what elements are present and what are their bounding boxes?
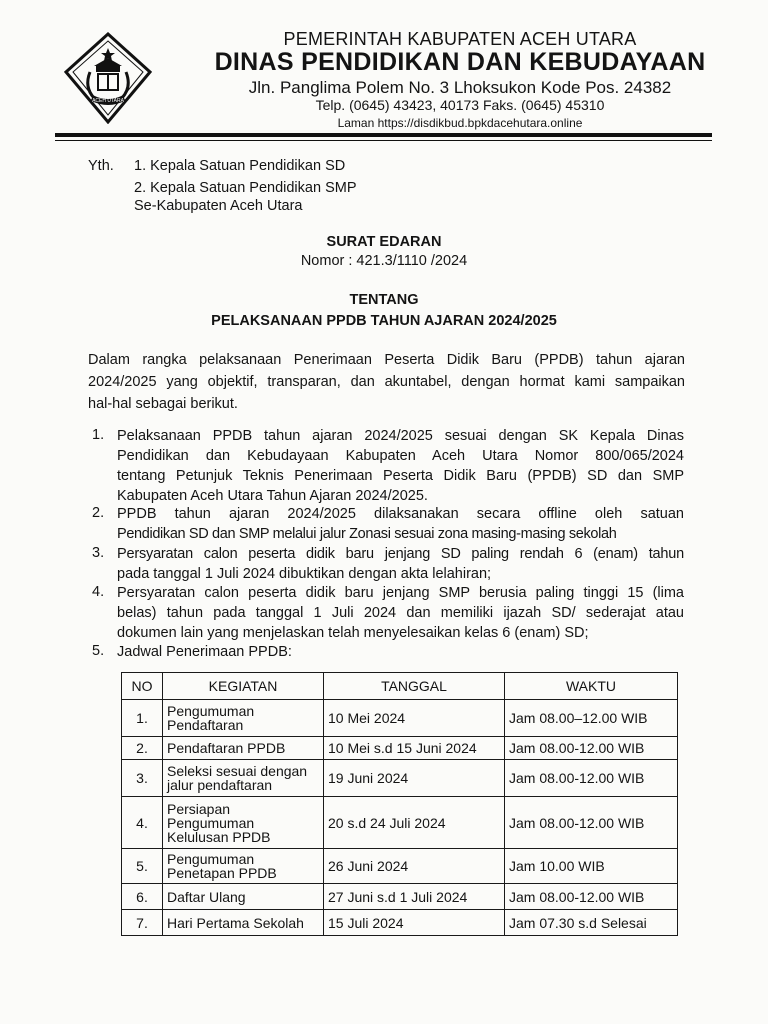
point-line: Pelaksanaan PPDB tahun ajaran 2024/2025 sesuai dengan SK Kepala Dinas: [117, 428, 684, 444]
cell-tanggal: 26 Juni 2024: [324, 849, 505, 884]
recipient-salutation: Yth.: [88, 158, 114, 174]
point-line: Pendidikan SD dan SMP melalui jalur Zonasi sesuai zona masing-masing sekolah: [117, 526, 617, 542]
table-row: [122, 700, 678, 737]
letterhead-phone: Telp. (0645) 43423, 40173 Faks. (0645) 45310: [315, 97, 605, 113]
letterhead-address: Jln. Panglima Polem No. 3 Lhoksukon Kode Pos. 24382: [248, 78, 672, 97]
cell-tanggal: 19 Juni 2024: [324, 760, 505, 797]
point-line: belas) tahun pada tanggal 1 Juli 2024 dan memiliki ijazah SD/ sederajat atau: [117, 605, 684, 621]
cell-kegiatan-line: Persiapan: [167, 800, 231, 817]
cell-no: 7.: [122, 910, 163, 936]
table-row: [122, 737, 678, 760]
point-number: 1.: [92, 427, 105, 443]
cell-kegiatan-line: Pendaftaran: [167, 717, 244, 733]
table-row: [122, 849, 678, 884]
point-text: [117, 426, 684, 506]
cell-no: 4.: [122, 797, 163, 849]
cell-kegiatan: [163, 700, 324, 737]
table-row: [122, 910, 678, 936]
cell-kegiatan-line: Penetapan PPDB: [167, 865, 277, 881]
cell-tanggal: 10 Mei s.d 15 Juni 2024: [324, 737, 505, 760]
logo-text: ACEH UTARA: [92, 98, 124, 104]
letter-subject: PELAKSANAAN PPDB TAHUN AJARAN 2024/2025: [211, 313, 557, 329]
point-line: Kabupaten Aceh Utara Tahun Ajaran 2024/2025.: [117, 488, 428, 504]
point-line: Persyaratan calon peserta didik baru jenjang SD paling rendah 6 (enam) tahun: [117, 546, 684, 562]
letterhead-website: Laman https://disdikbud.bpkdacehutara.online: [337, 116, 583, 130]
letterhead-department: DINAS PENDIDIKAN DAN KEBUDAYAAN: [214, 48, 706, 76]
cell-waktu: Jam 08.00-12.00 WIB: [505, 884, 678, 910]
column-header-no: NO: [122, 673, 163, 700]
cell-tanggal: 10 Mei 2024: [324, 700, 505, 737]
point-text: [117, 642, 684, 662]
point-text: [117, 544, 684, 584]
point-number: 3.: [92, 545, 105, 561]
cell-no: 3.: [122, 760, 163, 797]
point-number: 2.: [92, 505, 105, 521]
cell-kegiatan-line: Kelulusan PPDB: [167, 828, 271, 845]
cell-kegiatan: Pendaftaran PPDB: [163, 737, 324, 760]
cell-waktu: Jam 08.00-12.00 WIB: [505, 797, 678, 849]
point-text: [117, 504, 684, 544]
letterhead-divider-thin: [55, 140, 712, 141]
cell-kegiatan: Hari Pertama Sekolah: [163, 910, 324, 936]
cell-no: 1.: [122, 700, 163, 737]
letterhead-government: PEMERINTAH KABUPATEN ACEH UTARA: [283, 29, 637, 49]
aceh-utara-emblem-logo: [64, 32, 152, 124]
cell-kegiatan: [163, 760, 324, 797]
table-header-row: [122, 673, 678, 700]
point-number: 5.: [92, 643, 105, 659]
cell-kegiatan-line: Pengumuman: [167, 703, 255, 719]
cell-no: 2.: [122, 737, 163, 760]
letterhead-divider-thick: [55, 133, 712, 137]
intro-line: 2024/2025 yang objektif, transparan, dan akuntabel, dengan hormat kami sampaikan: [88, 374, 685, 390]
point-number: 4.: [92, 584, 105, 600]
column-header-kegiatan: KEGIATAN: [163, 673, 324, 700]
point-text: [117, 583, 684, 643]
cell-kegiatan-line: jalur pendaftaran: [167, 777, 273, 793]
table-row: [122, 884, 678, 910]
point-line: Persyaratan calon peserta didik baru jenjang SMP berusia paling tinggi 15 (lima: [117, 585, 684, 601]
point-line: Jadwal Penerimaan PPDB:: [117, 644, 292, 660]
recipient-item: 2. Kepala Satuan Pendidikan SMP: [134, 180, 357, 196]
intro-line: Dalam rangka pelaksanaan Penerimaan Peserta Didik Baru (PPDB) tahun ajaran: [88, 352, 685, 368]
column-header-waktu: WAKTU: [505, 673, 678, 700]
point-line: pada tanggal 1 Juli 2024 dibuktikan dengan akta lelahiran;: [117, 566, 492, 582]
cell-no: 5.: [122, 849, 163, 884]
point-line: tentang Petunjuk Teknis Penerimaan Peserta Didik Baru (PPDB) SD dan SMP: [117, 468, 684, 484]
letter-about-label: TENTANG: [349, 292, 419, 308]
schedule-table: [121, 672, 678, 936]
recipient-item: 1. Kepala Satuan Pendidikan SD: [134, 158, 346, 174]
cell-waktu: Jam 08.00-12.00 WIB: [505, 760, 678, 797]
table-row: [122, 760, 678, 797]
cell-no: 6.: [122, 884, 163, 910]
cell-kegiatan: Daftar Ulang: [163, 884, 324, 910]
cell-kegiatan-line: Pengumuman: [167, 851, 255, 867]
point-line: Pendidikan dan Kebudayaan Kabupaten Aceh Utara Nomor 800/065/2024: [117, 448, 684, 464]
cell-kegiatan: [163, 797, 324, 849]
cell-tanggal: 27 Juni s.d 1 Juli 2024: [324, 884, 505, 910]
intro-line: hal-hal sebagai berikut.: [88, 396, 238, 412]
cell-waktu: Jam 07.30 s.d Selesai: [505, 910, 678, 936]
intro-paragraph: [88, 349, 685, 415]
letter-heading: SURAT EDARAN: [326, 234, 442, 250]
cell-kegiatan-line: Pengumuman: [167, 814, 255, 831]
recipient-region: Se-Kabupaten Aceh Utara: [134, 198, 303, 214]
cell-kegiatan-line: Seleksi sesuai dengan: [167, 763, 308, 779]
cell-kegiatan: [163, 849, 324, 884]
cell-waktu: Jam 10.00 WIB: [505, 849, 678, 884]
point-line: PPDB tahun ajaran 2024/2025 dilaksanakan secara offline oleh satuan: [117, 506, 684, 522]
point-line: dokumen lain yang menjelaskan telah menyelesaikan kelas 6 (enam) SD;: [117, 625, 589, 641]
cell-waktu: Jam 08.00–12.00 WIB: [505, 700, 678, 737]
cell-tanggal: 20 s.d 24 Juli 2024: [324, 797, 505, 849]
table-row: [122, 797, 678, 849]
cell-tanggal: 15 Juli 2024: [324, 910, 505, 936]
column-header-tanggal: TANGGAL: [324, 673, 505, 700]
cell-waktu: Jam 08.00-12.00 WIB: [505, 737, 678, 760]
letter-number: Nomor : 421.3/1110 /2024: [300, 253, 468, 269]
